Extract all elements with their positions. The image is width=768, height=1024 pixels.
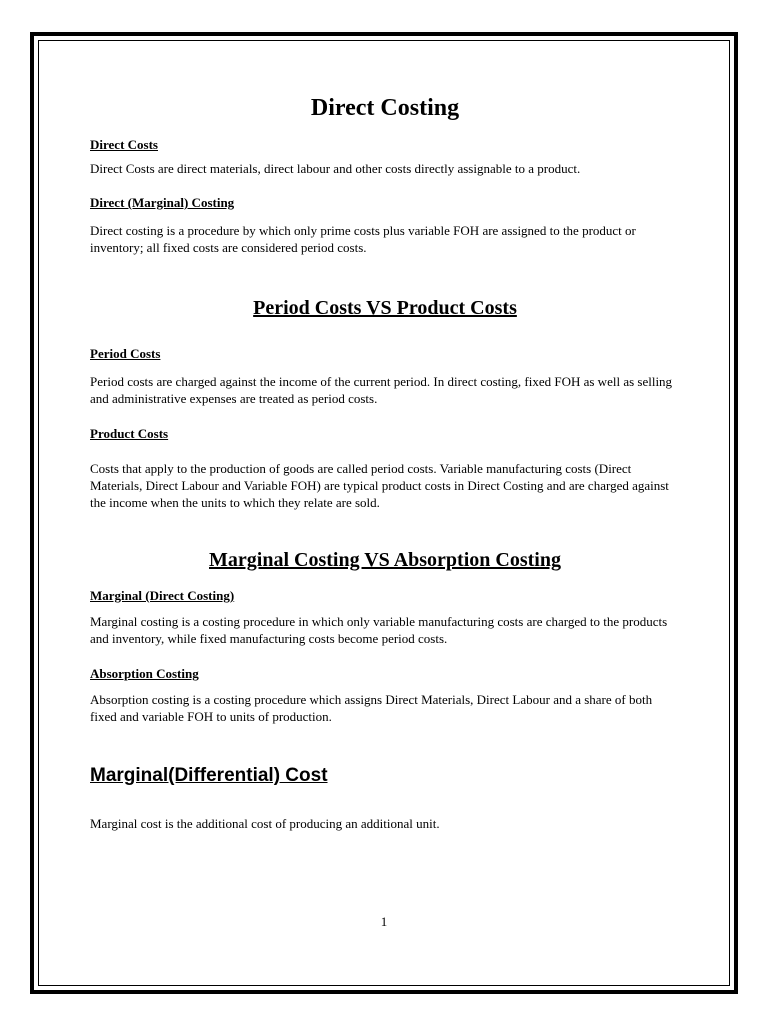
heading-marginal-direct-costing: Marginal (Direct Costing) xyxy=(90,588,235,603)
page-border-inner xyxy=(38,40,730,986)
text-marginal-differential: Marginal cost is the additional cost of producing an additional unit. xyxy=(90,815,440,831)
heading-period-costs: Period Costs xyxy=(90,346,161,361)
text-product-costs: Costs that apply to the production of goods are called period costs. Variable manufacturing costs (Direct Materials, Direct Labour and Variable FOH) are typical product costs in Direct Costing and are charged against the income when the units to which they relate are sold. xyxy=(90,460,669,510)
heading-marginal-differential: Marginal(Differential) Cost xyxy=(90,765,328,786)
text-direct-marginal-costing: Direct costing is a procedure by which only prime costs plus variable FOH are assigned to the product or inventory; all fixed costs are considered period costs. xyxy=(90,222,636,255)
section-marginal-vs-absorption xyxy=(90,548,680,572)
heading-direct-marginal-costing: Direct (Marginal) Costing xyxy=(90,195,235,210)
heading-product-costs: Product Costs xyxy=(90,426,169,441)
heading-absorption-costing: Absorption Costing xyxy=(90,666,199,681)
title-block xyxy=(90,94,680,137)
section-direct-marginal-costing xyxy=(90,195,680,256)
heading-direct-costs: Direct Costs xyxy=(90,137,158,152)
section-period-vs-product xyxy=(90,296,680,320)
section-direct-costs xyxy=(90,137,680,177)
heading-period-vs-product: Period Costs VS Product Costs xyxy=(253,297,517,319)
text-marginal-direct-costing: Marginal costing is a costing procedure in which only variable manufacturing costs are charged to the products and inventory, while fixed manufacturing costs become period costs. xyxy=(90,613,668,646)
page-number: 1 xyxy=(380,914,388,929)
text-absorption-costing: Absorption costing is a costing procedure which assigns Direct Materials, Direct Labour and a share of both fixed and variable FOH to units of production. xyxy=(90,691,653,724)
heading-marginal-vs-absorption: Marginal Costing VS Absorption Costing xyxy=(209,549,561,571)
text-period-costs: Period costs are charged against the income of the current period. In direct costing, fixed FOH as well as selling and administrative expenses are treated as period costs. xyxy=(90,373,673,406)
subsection-product-costs xyxy=(90,426,680,511)
subsection-period-costs xyxy=(90,346,680,407)
text-direct-costs: Direct Costs are direct materials, direct labour and other costs directly assignable to a product. xyxy=(90,160,581,176)
page-title: Direct Costing xyxy=(310,95,460,121)
section-marginal-differential xyxy=(90,765,680,832)
subsection-marginal-direct-costing xyxy=(90,588,680,647)
subsection-absorption-costing xyxy=(90,666,680,725)
